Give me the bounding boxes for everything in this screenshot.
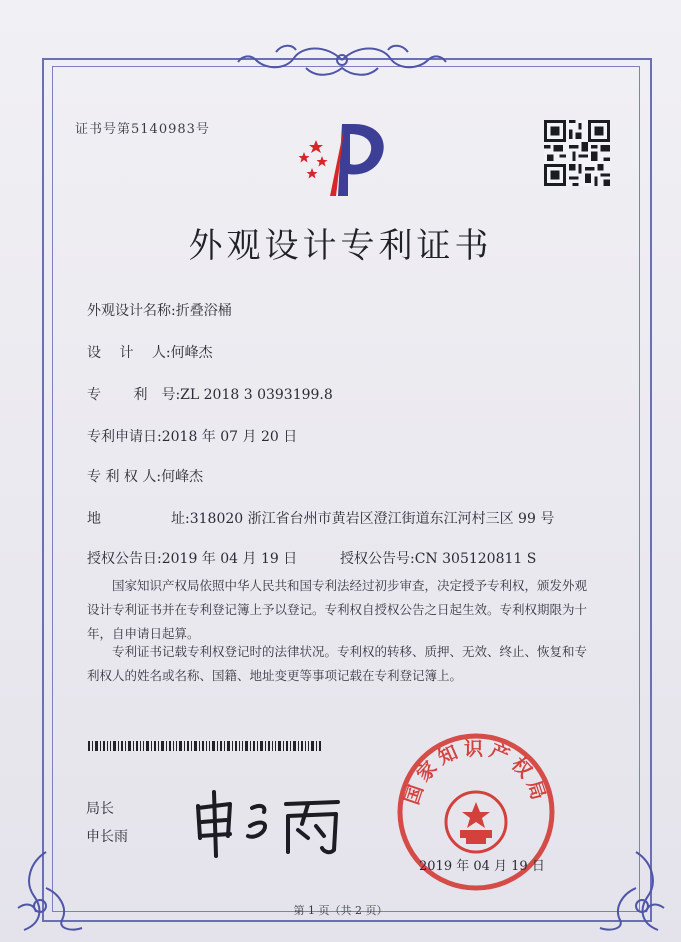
document-title: 外观设计专利证书: [188, 226, 493, 266]
paragraph-2-line-1: 专利证书记载专利权登记时的法律状况。专利权的转移、质押、无效、终止、恢复和专: [112, 644, 588, 659]
grant-date-row: [87, 548, 297, 568]
grant-number-label: 授权公告号:: [340, 551, 415, 567]
design-name-value: 折叠浴桶: [175, 303, 232, 319]
grant-date-value: 2019 年 04 月 19 日: [161, 551, 298, 567]
page-indicator: 第 1 页（共 2 页）: [293, 904, 388, 917]
address-row: [87, 508, 554, 528]
top-ornament: [236, 40, 448, 84]
filing-date-label: 专利申请日:: [87, 429, 162, 445]
design-name-row: [87, 300, 232, 320]
certificate-number: 证书号第5140983号: [75, 122, 210, 137]
patent-number-value: ZL 2018 3 0393199.8: [180, 387, 333, 403]
barcode-icon: [88, 741, 323, 751]
grant-number-value: CN 305120811 S: [414, 551, 537, 567]
paragraph-1-line-3: 年，自申请日起算。: [87, 626, 200, 641]
address-label: 地 址:: [87, 511, 190, 527]
grant-number-row: [340, 548, 536, 568]
seal-text-path: 国家知识产权局: [401, 737, 551, 808]
paragraph-2-line-2: 利权人的姓名或名称、国籍、地址变更等事项记载在专利登记簿上。: [87, 668, 463, 683]
director-title: 局长: [86, 801, 114, 817]
patentee-label: 专 利 权 人:: [87, 469, 162, 485]
cnipa-logo-icon: [290, 118, 390, 198]
patentee-row: [87, 466, 203, 486]
director-name: 申长雨: [86, 829, 128, 845]
address-value: 318020 浙江省台州市黄岩区澄江街道东江河村三区 99 号: [189, 511, 555, 527]
body-paragraph-2: [87, 640, 607, 688]
designer-value: 何峰杰: [170, 345, 213, 361]
patentee-value: 何峰杰: [161, 469, 204, 485]
qr-code-icon: [544, 120, 610, 186]
filing-date-value: 2018 年 07 月 20 日: [161, 429, 298, 445]
handwritten-signature: [190, 786, 350, 860]
bottom-right-ornament: [592, 848, 672, 934]
design-name-label: 外观设计名称:: [87, 303, 176, 319]
designer-row: [87, 342, 213, 362]
designer-label: 设 计 人:: [87, 345, 171, 361]
national-emblem-icon: [446, 792, 506, 852]
grant-date-label: 授权公告日:: [87, 551, 162, 567]
bottom-left-ornament: [10, 848, 90, 934]
seal-date: 2019 年 04 月 19 日: [419, 859, 545, 874]
paragraph-1-line-2: 设计专利证书并在专利登记簿上予以登记。专利权自授权公告之日起生效。专利权期限为十: [87, 602, 588, 617]
patent-number-row: [87, 384, 333, 404]
seal-text: [401, 737, 551, 807]
filing-date-row: [87, 426, 297, 446]
body-paragraph-1: [87, 574, 607, 646]
patent-number-label: 专 利 号:: [87, 387, 181, 403]
paragraph-1-line-1: 国家知识产权局依照中华人民共和国专利法经过初步审查，决定授予专利权，颁发外观: [112, 578, 588, 593]
